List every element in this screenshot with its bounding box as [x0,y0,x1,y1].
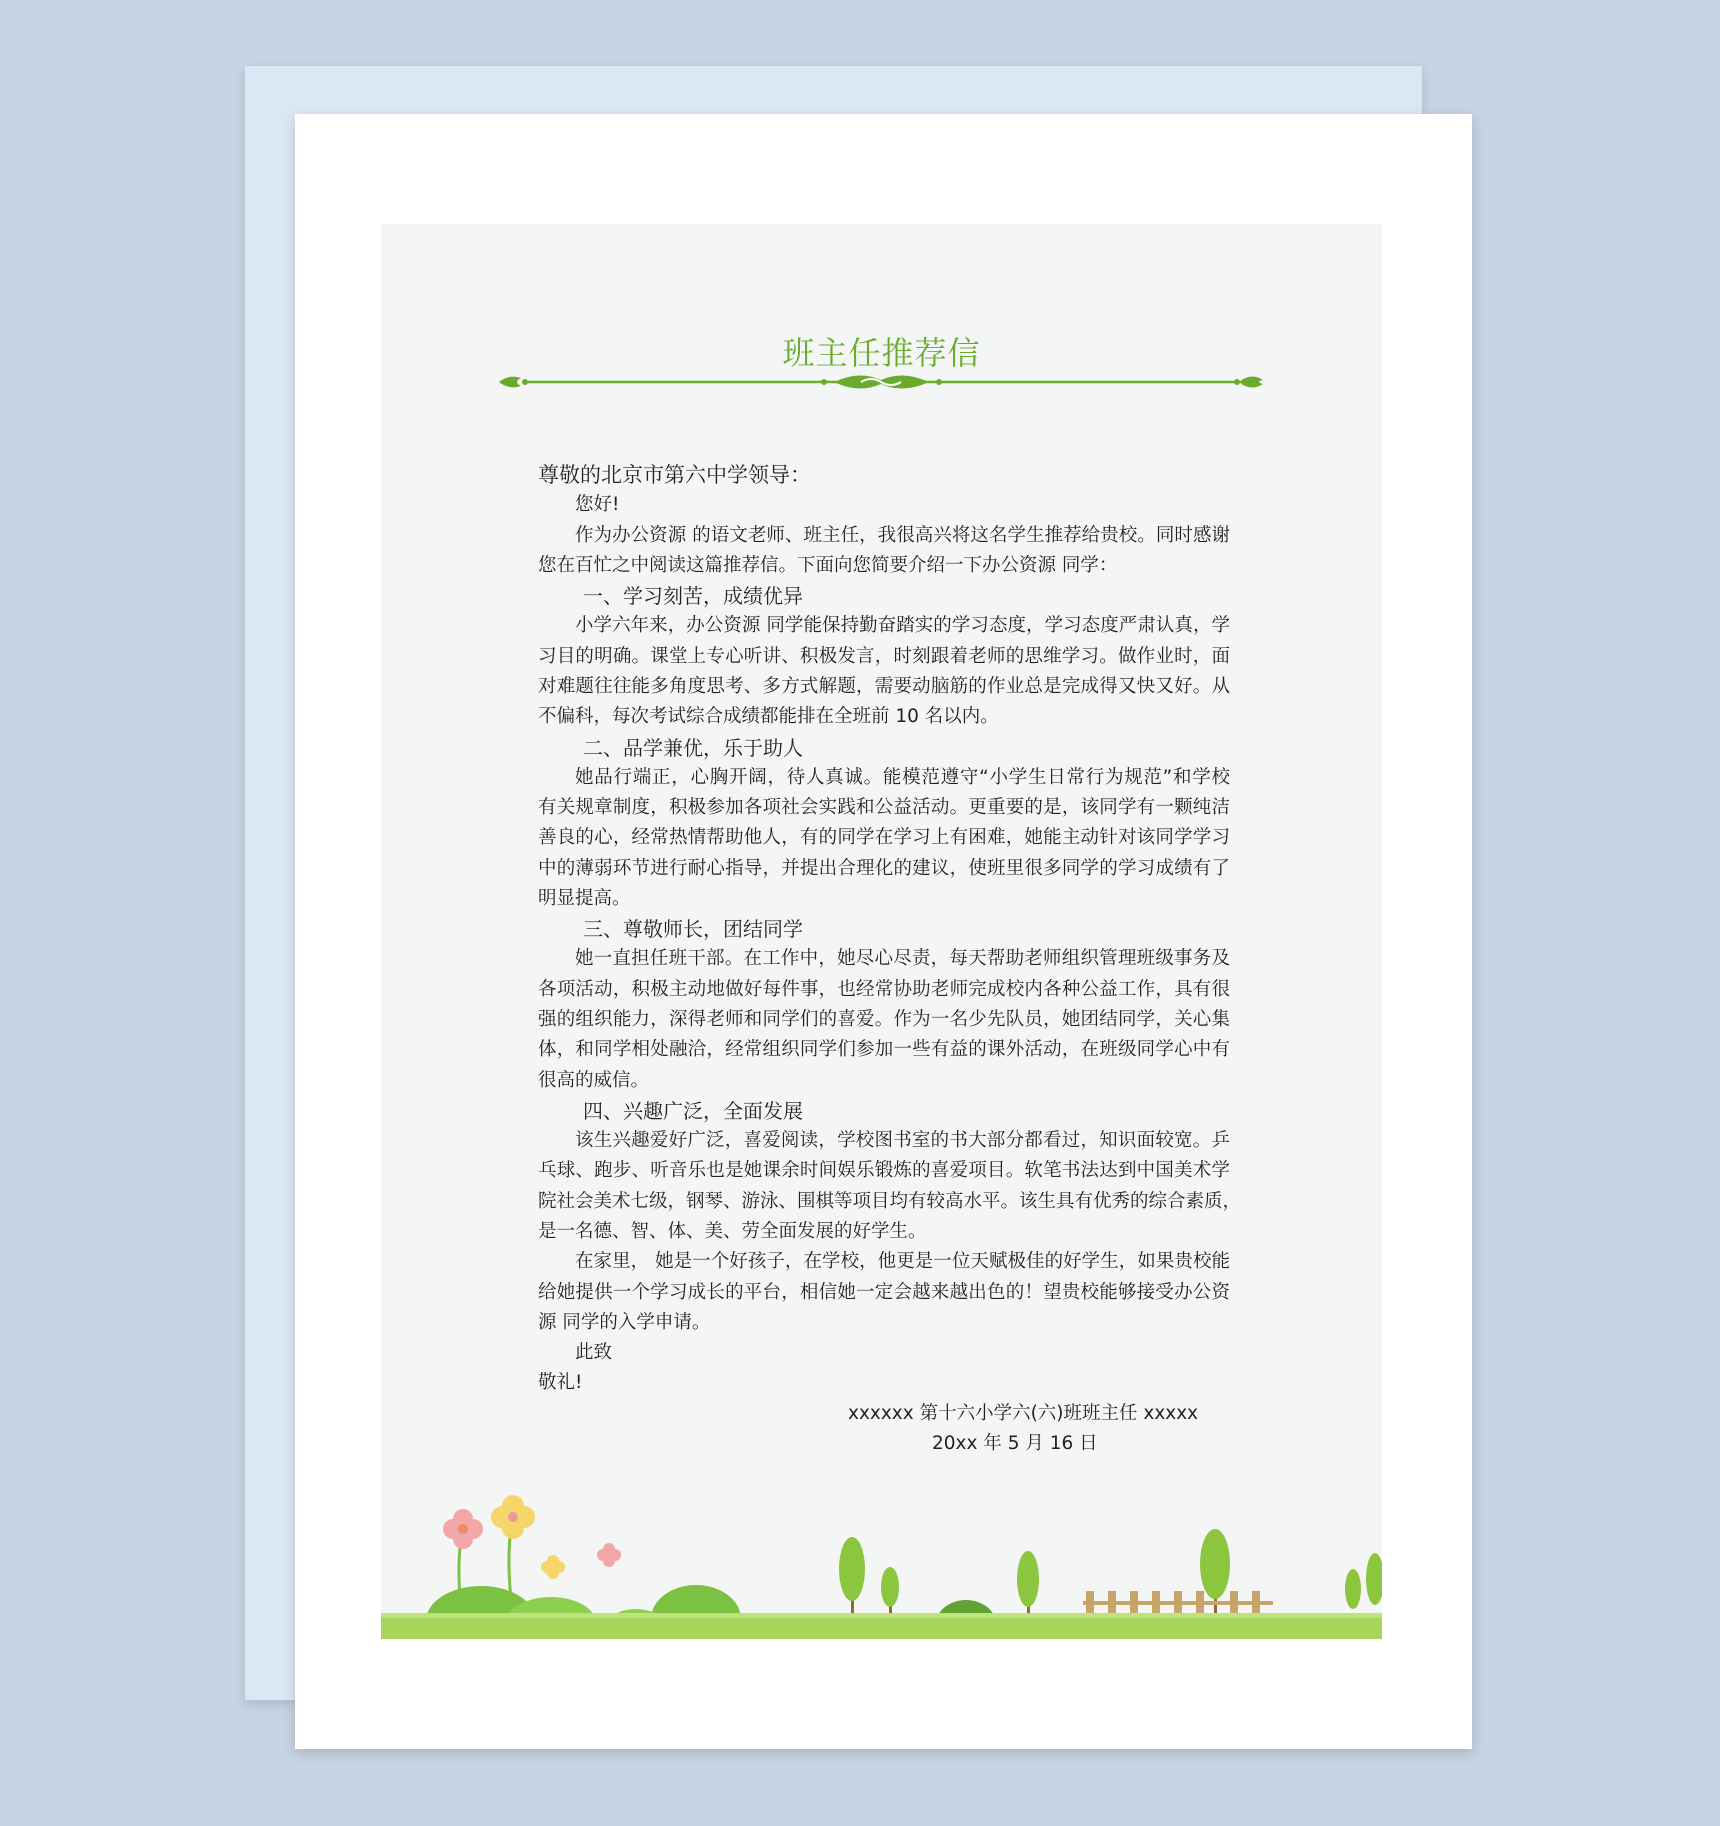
section-heading: 二、品学兼优，乐于助人 [583,735,803,760]
body-line: 她一直担任班干部。在工作中，她尽心尽责，每天帮助老师组织管理班级事务及 [575,948,1230,970]
body-line: 给她提供一个学习成长的平台，相信她一定会越来越出色的！望贵校能够接受办公资 [538,1281,1230,1303]
body-line: 您好! [575,494,620,516]
body-line: 她品行端正，心胸开阔，待人真诚。能模范遵守“小学生日常行为规范”和学校 [575,766,1230,788]
section-heading: 三、尊敬师长，团结同学 [583,917,803,942]
body-line: 院社会美术七级，钢琴、游泳、围棋等项目均有较高水平。该生具有优秀的综合素质， [538,1190,1242,1212]
body-line: 作为办公资源 的语文老师、班主任，我很高兴将这名学生推荐给贵校。同时感谢 [575,524,1230,546]
salutation: 尊敬的北京市第六中学领导： [538,463,811,487]
body-line: 乓球、跑步、听音乐也是她课余时间娱乐锻炼的喜爱项目。软笔书法达到中国美术学 [538,1160,1230,1182]
body-line: 中的薄弱环节进行耐心指导，并提出合理化的建议，使班里很多同学的学习成绩有了 [538,857,1230,879]
section-heading: 一、学习刻苦，成绩优异 [583,584,803,609]
body-line: 是一名德、智、体、美、劳全面发展的好学生。 [538,1221,927,1242]
body-line: 20xx 年 5 月 16 日 [932,1432,1098,1454]
body-line: 此致 [575,1342,613,1364]
body-line: 体，和同学相处融洽，经常组织同学们参加一些有益的课外活动，在班级同学心中有 [538,1039,1230,1061]
body-line: 不偏科，每次考试综合成绩都能排在全班前 10 名以内。 [538,706,999,728]
body-line: 小学六年来，办公资源 同学能保持勤奋踏实的学习态度，学习态度严肃认真，学 [575,615,1230,637]
body-line: 敬礼! [538,1372,583,1394]
ornamental-divider-icon [499,370,1263,394]
body-line: 您在百忙之中阅读这篇推荐信。下面向您简要介绍一下办公资源 同学： [538,554,1118,576]
body-line: 习目的明确。课堂上专心听讲、积极发言，时刻跟着老师的思维学习。做作业时，面 [538,645,1230,667]
meadow-illustration [381,1489,1382,1639]
body-line: xxxxxx 第十六小学六(六)班班主任 xxxxx [848,1402,1199,1424]
body-line: 有关规章制度，积极参加各项社会实践和公益活动。更重要的是，该同学有一颗纯洁 [538,797,1230,819]
body-line: 明显提高。 [538,887,631,909]
body-line: 很高的威信。 [538,1069,650,1091]
letter-title: 班主任推荐信 [782,334,981,372]
body-line: 各项活动，积极主动地做好每件事，也经常协助老师完成校内各种公益工作，具有很 [538,978,1230,1000]
letter-page [381,224,1382,1639]
section-heading: 四、兴趣广泛，全面发展 [583,1098,803,1123]
body-line: 对难题往往能多角度思考、多方式解题，需要动脑筋的作业总是完成得又快又好。从 [538,675,1230,697]
body-line: 强的组织能力，深得老师和同学们的喜爱。作为一名少先队员，她团结同学，关心集 [538,1009,1230,1031]
body-line: 源 同学的入学申请。 [538,1311,711,1333]
body-line: 该生兴趣爱好广泛，喜爱阅读，学校图书室的书大部分都看过，知识面较宽。乒 [575,1130,1230,1152]
body-line: 善良的心，经常热情帮助他人，有的同学在学习上有困难，她能主动针对该同学学习 [538,827,1230,849]
body-line: 在家里， 她是一个好孩子，在学校，他更是一位天赋极佳的好学生，如果贵校能 [575,1251,1230,1273]
